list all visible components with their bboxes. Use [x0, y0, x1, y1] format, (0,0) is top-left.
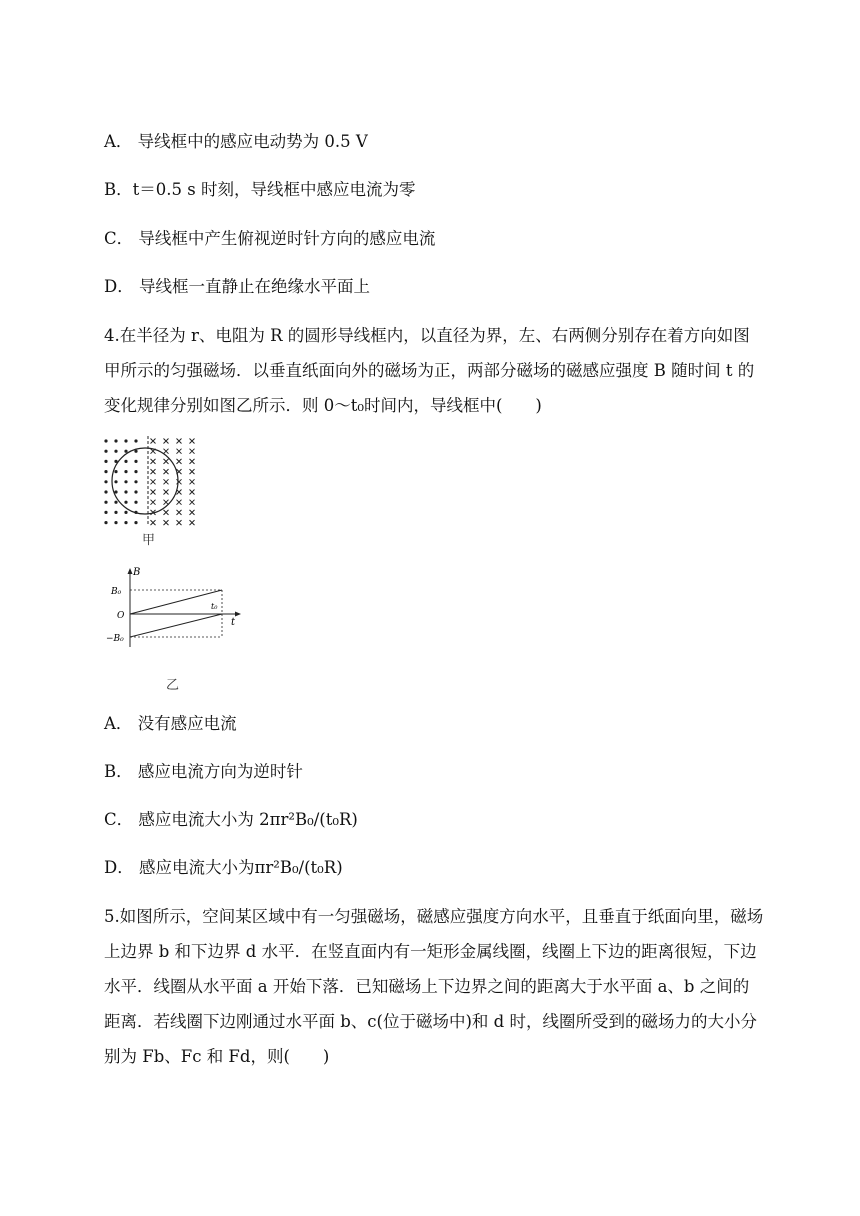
field-cross — [151, 439, 156, 444]
b0-label: B₀ — [111, 587, 122, 597]
field-cross — [164, 469, 169, 474]
origin-label: O — [117, 611, 125, 621]
field-cross — [190, 439, 195, 444]
field-dot — [124, 439, 127, 442]
figure-jia-caption: 甲 — [142, 533, 156, 548]
field-cross — [164, 449, 169, 454]
q4-option-c: C． 感应电流大小为 2πr²B₀/(t₀R) — [104, 810, 358, 829]
field-dot — [104, 501, 107, 504]
field-cross — [151, 469, 156, 474]
q5-stem: 5.如图所示，空间某区域中有一匀强磁场，磁感应强度方向水平，且垂直于纸面向里，磁场上边界 b 和下边界 d 水平．在竖直面内有一矩形金属线圈，线圈上下边的距离很短，下边水平．线圈从水平面 a 开始下落．已知磁场上下边界之间的距离大于水平面 a、b 之间的距离．若线圈下边刚通过水平面 b、c(位于磁场中)和 d 时，线圈所受到的磁场力的大小分别为 Fb、Fc 和 Fd，则( ) — [104, 907, 764, 1066]
field-dot — [104, 439, 107, 442]
q3-option-a: A． 导线框中的感应电动势为 0.5 V — [104, 132, 368, 151]
field-dot — [114, 511, 117, 514]
q3-option-c: C． 导线框中产生俯视逆时针方向的感应电流 — [104, 229, 436, 248]
field-dot — [104, 480, 107, 483]
field-cross — [190, 490, 195, 495]
field-cross — [177, 439, 182, 444]
field-dot — [124, 480, 127, 483]
field-cross — [164, 479, 169, 484]
field-dot — [104, 450, 107, 453]
field-cross — [151, 479, 156, 484]
figure-yi-caption: 乙 — [166, 678, 180, 693]
field-dot — [134, 460, 137, 463]
field-cross — [190, 520, 195, 525]
figure-field-circle — [100, 434, 210, 534]
field-dot — [124, 450, 127, 453]
field-cross — [151, 459, 156, 464]
field-dot — [134, 501, 137, 504]
q4-stem: 4.在半径为 r、电阻为 R 的圆形导线框内，以直径为界，左、右两侧分别存在着方向如图甲所示的匀强磁场．以垂直纸面向外的磁场为正，两部分磁场的磁感应强度 B 随时间 t 的变化规律分别如图乙所示．则 0～t₀时间内，导线框中( ) — [104, 326, 755, 415]
field-cross — [190, 479, 195, 484]
field-dot — [134, 480, 137, 483]
field-cross — [177, 449, 182, 454]
field-cross — [190, 500, 195, 505]
field-dot — [124, 521, 127, 524]
field-dot — [114, 521, 117, 524]
field-cross — [177, 510, 182, 515]
field-cross — [190, 459, 195, 464]
field-cross — [164, 520, 169, 525]
field-cross — [190, 510, 195, 515]
b-axis-label: B — [133, 567, 141, 578]
q3-option-d: D． 导线框一直静止在绝缘水平面上 — [104, 277, 370, 296]
field-dot — [134, 490, 137, 493]
field-dot — [134, 439, 137, 442]
figure-b-t-graph — [100, 565, 260, 660]
field-dot — [104, 521, 107, 524]
q4-option-b: B． 感应电流方向为逆时针 — [104, 762, 303, 781]
field-dot — [114, 480, 117, 483]
field-cross — [177, 459, 182, 464]
field-dot — [134, 470, 137, 473]
field-cross — [177, 500, 182, 505]
field-cross — [177, 479, 182, 484]
field-dot — [124, 460, 127, 463]
field-cross — [164, 439, 169, 444]
field-cross — [151, 520, 156, 525]
field-dot — [104, 490, 107, 493]
field-dot — [124, 511, 127, 514]
field-cross — [164, 459, 169, 464]
field-dot — [114, 450, 117, 453]
field-dot — [134, 521, 137, 524]
field-dot — [124, 490, 127, 493]
field-cross — [190, 449, 195, 454]
field-cross — [177, 520, 182, 525]
neg-b0-label: −B₀ — [106, 634, 124, 644]
field-cross — [151, 500, 156, 505]
field-cross — [164, 500, 169, 505]
field-dot — [114, 501, 117, 504]
field-cross — [164, 490, 169, 495]
field-dot — [104, 511, 107, 514]
t0-label: t₀ — [211, 602, 218, 611]
field-dot — [114, 439, 117, 442]
field-cross — [151, 490, 156, 495]
field-dot — [104, 460, 107, 463]
field-cross — [164, 510, 169, 515]
field-dot — [114, 470, 117, 473]
q3-option-b: B．t＝0.5 s 时刻，导线框中感应电流为零 — [104, 180, 416, 199]
field-cross — [190, 469, 195, 474]
field-dot — [124, 470, 127, 473]
field-dot — [124, 501, 127, 504]
q4-option-a: A． 没有感应电流 — [104, 714, 237, 733]
q4-option-d: D． 感应电流大小为πr²B₀/(t₀R) — [104, 858, 343, 877]
t-axis-label: t — [231, 617, 236, 628]
field-dot — [104, 470, 107, 473]
